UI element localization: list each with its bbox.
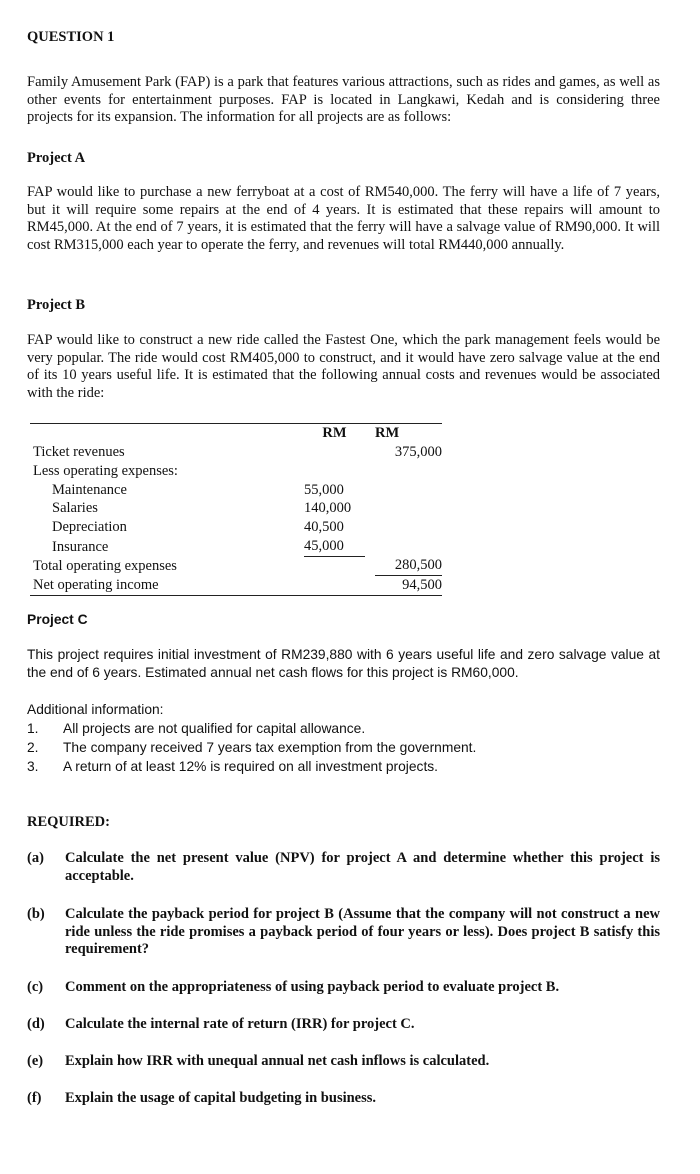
required-item-text: Explain the usage of capital budgeting in business. xyxy=(65,1090,377,1106)
project-c-heading: Project C xyxy=(27,612,88,627)
table-row xyxy=(30,480,442,499)
required-item-a xyxy=(27,850,660,890)
salaries-value: 140,000 xyxy=(304,500,352,517)
depreciation-label: Depreciation xyxy=(52,519,127,536)
insurance-label: Insurance xyxy=(52,538,109,555)
project-c-paragraph: This project requires initial investment of RM239,880 with 6 years useful life and zero salvage value at the end of 6 years. Estimated annual net cash flows for this project is RM60,000. xyxy=(27,647,660,680)
total-operating-expenses-label: Total operating expenses xyxy=(33,557,177,574)
maintenance-label: Maintenance xyxy=(52,481,127,498)
table-header-row xyxy=(30,424,442,443)
insurance-value: 45,000 xyxy=(304,537,365,556)
depreciation-value: 40,500 xyxy=(304,519,344,536)
list-item xyxy=(27,739,660,757)
required-item-d xyxy=(27,1016,660,1036)
required-item-label: (c) xyxy=(27,979,44,995)
required-item-text: Calculate the internal rate of return (IRR) for project C. xyxy=(65,1016,415,1032)
intro-paragraph: Family Amusement Park (FAP) is a park that features various attractions, such as rides and games, as well as other events for entertainment purposes. FAP is located in Langkawi, Kedah and is considering three projects for its expansion. The information for all projects are as follows: xyxy=(27,74,660,125)
ticket-revenues-label: Ticket revenues xyxy=(33,444,125,461)
list-item-text: All projects are not qualified for capital allowance. xyxy=(63,721,366,736)
less-operating-expenses-label: Less operating expenses: xyxy=(33,462,178,479)
required-item-label: (a) xyxy=(27,850,44,866)
maintenance-value: 55,000 xyxy=(304,481,344,498)
required-item-label: (f) xyxy=(27,1090,42,1106)
net-operating-income-value: 94,500 xyxy=(375,575,442,595)
required-item-label: (e) xyxy=(27,1053,44,1069)
list-item xyxy=(27,720,660,738)
required-item-text: Calculate the payback period for project B (Assume that the company will not construct a new ride unless the ride promises a payback period of four years or less). Does project B satisfy this requirement? xyxy=(65,906,660,957)
project-b-paragraph: FAP would like to construct a new ride called the Fastest One, which the park management feels would be very popular. The ride would cost RM405,000 to construct, and it would have zero salvage value at the end of its 10 years useful life. It is estimated that the following annual costs and revenues would be associated with the ride: xyxy=(27,332,660,401)
list-item-number: 1. xyxy=(27,721,39,736)
list-item-number: 2. xyxy=(27,740,39,755)
required-item-f xyxy=(27,1090,660,1110)
required-item-text: Calculate the net present value (NPV) for project A and determine whether this project is acceptable. xyxy=(65,850,660,884)
total-operating-expenses-value: 280,500 xyxy=(375,556,442,575)
required-item-e xyxy=(27,1053,660,1073)
required-item-text: Explain how IRR with unequal annual net cash inflows is calculated. xyxy=(65,1053,490,1069)
table-row xyxy=(30,443,442,462)
table-row xyxy=(30,518,442,537)
project-b-income-table xyxy=(30,423,442,596)
list-item-text: A return of at least 12% is required on all investment projects. xyxy=(63,759,439,774)
column-header-rm-1: RM xyxy=(304,424,365,443)
project-b-heading: Project B xyxy=(27,297,86,313)
table-row xyxy=(30,499,442,518)
required-heading: REQUIRED: xyxy=(27,814,110,830)
column-header-rm-2: RM xyxy=(375,424,442,443)
list-item xyxy=(27,758,660,776)
table-row xyxy=(30,537,442,556)
required-item-b xyxy=(27,906,660,962)
salaries-label: Salaries xyxy=(52,500,98,517)
question-title: QUESTION 1 xyxy=(27,29,115,45)
additional-information-heading: Additional information: xyxy=(27,702,164,717)
required-item-label: (b) xyxy=(27,906,45,922)
required-item-c xyxy=(27,979,660,999)
project-a-paragraph: FAP would like to purchase a new ferryboat at a cost of RM540,000. The ferry will have a life of 7 years, but it will require some repairs at the end of 4 years. It is estimated that these repairs will amount to RM45,000. At the end of 7 years, it is estimated that the ferry will have a salvage value of RM90,000. It will cost RM315,000 each year to operate the ferry, and revenues will total RM440,000 annually. xyxy=(27,184,660,253)
list-item-text: The company received 7 years tax exemption from the government. xyxy=(63,740,477,755)
table-row xyxy=(30,462,442,481)
required-item-text: Comment on the appropriateness of using payback period to evaluate project B. xyxy=(65,979,560,995)
ticket-revenues-value: 375,000 xyxy=(394,444,442,461)
table-row xyxy=(30,575,442,595)
project-a-heading: Project A xyxy=(27,150,86,166)
table-row xyxy=(30,556,442,575)
required-item-label: (d) xyxy=(27,1016,45,1032)
list-item-number: 3. xyxy=(27,759,39,774)
net-operating-income-label: Net operating income xyxy=(30,575,304,595)
